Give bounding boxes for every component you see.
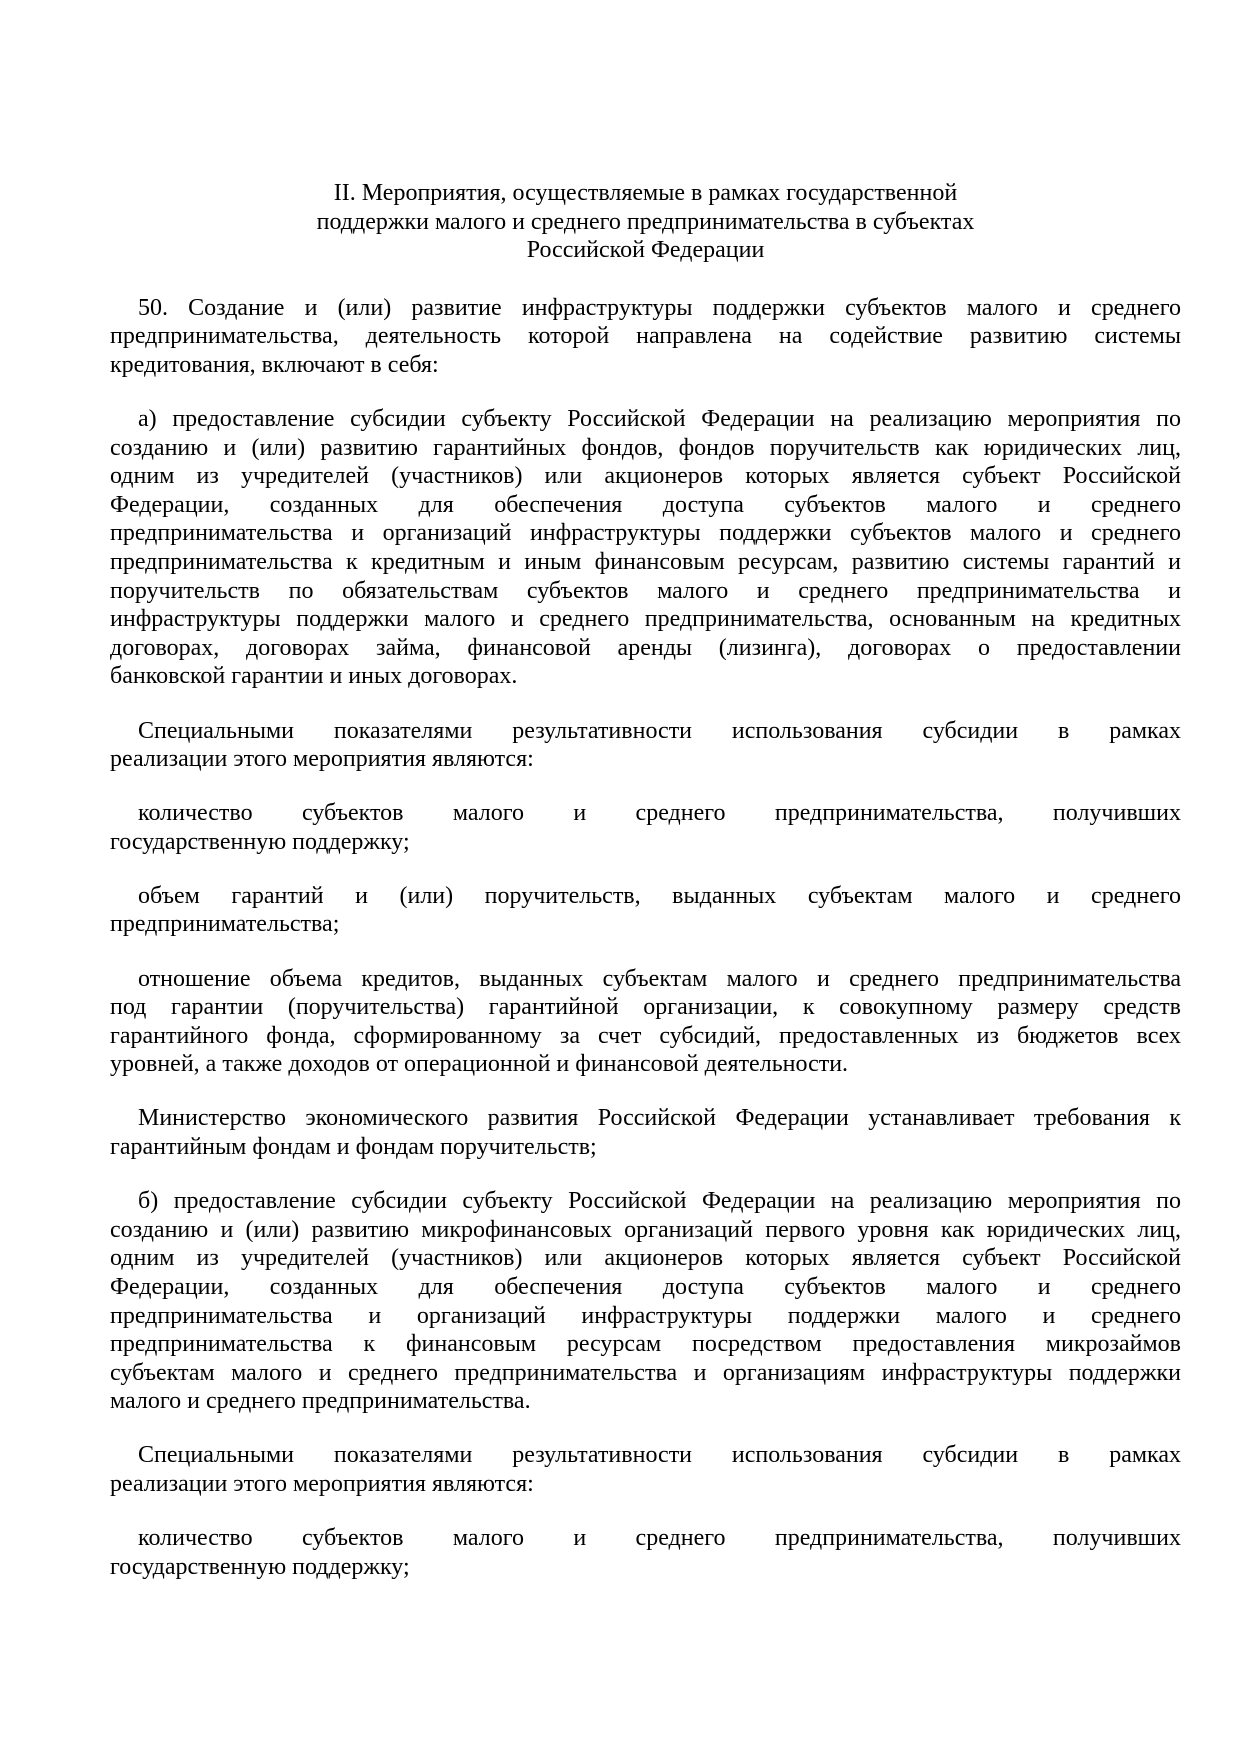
text-line: договорах, договорах займа, финансовой аренды (лизинга), договорах о предоставлении [110, 634, 1181, 661]
paragraph-indicator-guarantee-volume [110, 882, 1181, 939]
text-line: одним из учредителей (участников) или акционеров которых является субъект Российской [110, 463, 1181, 490]
paragraph-ministry-requirements [110, 1104, 1181, 1161]
text-line: предпринимательства и организаций инфраструктуры поддержки малого и среднего [110, 1302, 1181, 1329]
paragraph-special-indicators-1 [110, 717, 1181, 774]
text-line: гарантийного фонда, сформированному за счет субсидий, предоставленных из бюджетов всех [110, 1022, 1181, 1049]
paragraph-b-microfinance [110, 1187, 1181, 1416]
section-heading [110, 179, 1181, 265]
text-line: количество субъектов малого и среднего предпринимательства, получивших [138, 1525, 1181, 1552]
text-line: кредитования, включают в себя: [110, 351, 439, 378]
text-line: инфраструктуры поддержки малого и среднего предпринимательства, основанным на кредитных [110, 606, 1181, 633]
heading-line: Российской Федерации [526, 237, 765, 264]
text-line: Специальными показателями результативности использования субсидии в рамках [138, 717, 1181, 744]
text-line: объем гарантий и (или) поручительств, выданных субъектам малого и среднего [138, 882, 1181, 909]
text-line: реализации этого мероприятия являются: [110, 1470, 534, 1497]
text-line: уровней, а также доходов от операционной и финансовой деятельности. [110, 1051, 849, 1078]
text-line: государственную поддержку; [110, 828, 410, 855]
text-line: Федерации, созданных для обеспечения доступа субъектов малого и среднего [110, 1273, 1181, 1300]
text-line: реализации этого мероприятия являются: [110, 746, 534, 773]
text-line: 50. Создание и (или) развитие инфраструктуры поддержки субъектов малого и среднего [138, 294, 1181, 321]
text-line: гарантийным фондам и фондам поручительств; [110, 1134, 597, 1161]
text-line: предпринимательства к кредитным и иным финансовым ресурсам, развитию системы гарантий и [110, 549, 1181, 576]
text-line: субъектам малого и среднего предпринимательства и организациям инфраструктуры поддержки [110, 1359, 1181, 1386]
paragraph-indicator-count-1 [110, 799, 1181, 856]
heading-line: II. Мероприятия, осуществляемые в рамках государственной [333, 180, 958, 206]
text-line: Специальными показателями результативности использования субсидии в рамках [138, 1442, 1181, 1469]
paragraph-50-intro [110, 294, 1181, 380]
text-line: малого и среднего предпринимательства. [110, 1388, 531, 1415]
text-line: отношение объема кредитов, выданных субъектам малого и среднего предпринимательства [138, 965, 1181, 992]
text-line: Федерации, созданных для обеспечения доступа субъектов малого и среднего [110, 491, 1181, 518]
text-line: созданию и (или) развитию гарантийных фондов, фондов поручительств как юридических лиц, [110, 434, 1181, 461]
text-line: предпринимательства, деятельность которой направлена на содействие развитию системы [110, 323, 1181, 350]
text-line: Министерство экономического развития Российской Федерации устанавливает требования к [138, 1105, 1181, 1132]
text-line: одним из учредителей (участников) или акционеров которых является субъект Российской [110, 1245, 1181, 1272]
text-line: под гарантии (поручительства) гарантийной организации, к совокупному размеру средств [110, 994, 1181, 1021]
text-line: созданию и (или) развитию микрофинансовых организаций первого уровня как юридических лиц, [110, 1216, 1181, 1243]
paragraph-a-guarantee-funds [110, 405, 1181, 691]
paragraph-indicator-count-2 [110, 1524, 1181, 1581]
text-line: предпринимательства и организаций инфраструктуры поддержки субъектов малого и среднего [110, 520, 1181, 547]
text-line: а) предоставление субсидии субъекту Российской Федерации на реализацию мероприятия по [138, 406, 1181, 433]
text-line: количество субъектов малого и среднего предпринимательства, получивших [138, 800, 1181, 827]
text-line: банковской гарантии и иных договорах. [110, 663, 518, 690]
text-line: поручительств по обязательствам субъектов малого и среднего предпринимательства и [110, 577, 1181, 604]
paragraph-indicator-credit-ratio [110, 965, 1181, 1079]
text-line: государственную поддержку; [110, 1553, 410, 1580]
heading-line: поддержки малого и среднего предпринимательства в субъектах [316, 208, 975, 235]
paragraph-special-indicators-2 [110, 1441, 1181, 1498]
text-line: б) предоставление субсидии субъекту Российской Федерации на реализацию мероприятия по [138, 1188, 1181, 1215]
text-line: предпринимательства к финансовым ресурсам посредством предоставления микрозаймов [110, 1331, 1181, 1358]
text-line: предпринимательства; [110, 911, 340, 938]
